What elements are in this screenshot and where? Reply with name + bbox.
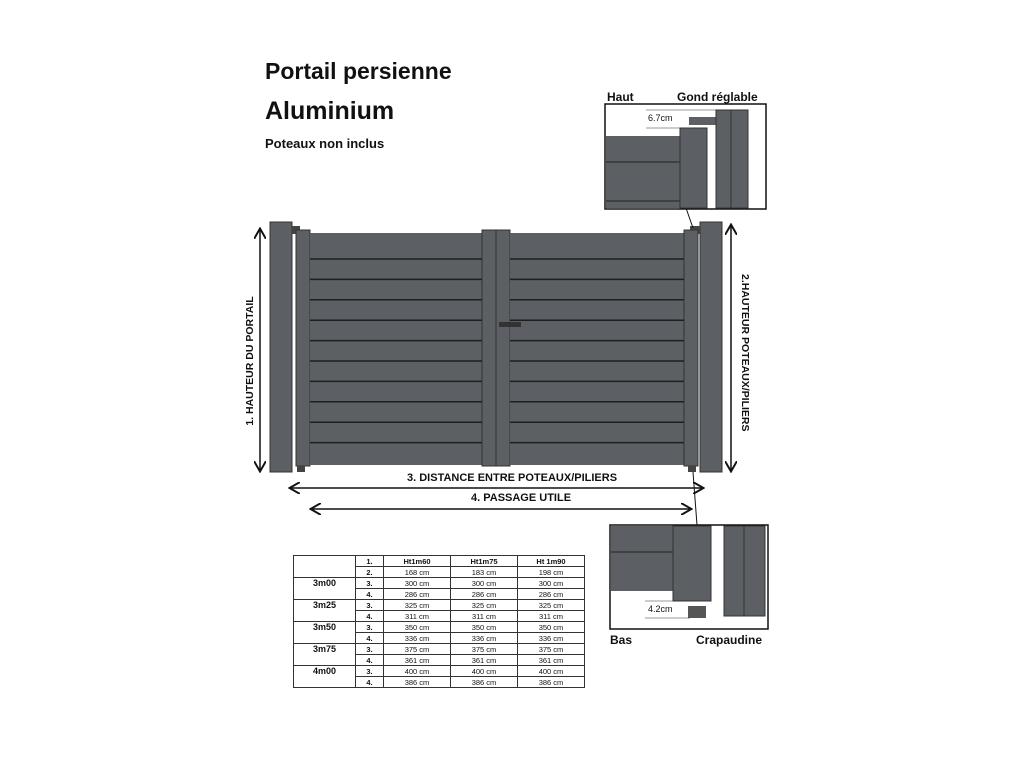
table-cell xyxy=(294,611,356,622)
table-cell: 325 cm xyxy=(518,600,585,611)
table-row xyxy=(294,578,585,589)
table-cell: 4. xyxy=(356,655,384,666)
dimensions-table xyxy=(293,555,585,688)
table-cell: 386 cm xyxy=(518,677,585,688)
title: Portail persienne xyxy=(265,58,452,84)
table-cell: 311 cm xyxy=(451,611,518,622)
table-cell: 361 cm xyxy=(384,655,451,666)
title-material: Aluminium xyxy=(265,97,395,125)
table-cell: 350 cm xyxy=(451,622,518,633)
table-row xyxy=(294,655,585,666)
table-cell: 3. xyxy=(356,600,384,611)
table-cell: 4. xyxy=(356,633,384,644)
inset-top xyxy=(605,104,766,209)
table-cell: 168 cm xyxy=(384,567,451,578)
table-row xyxy=(294,611,585,622)
table-cell: 336 cm xyxy=(451,633,518,644)
gate-leaves xyxy=(296,230,698,472)
inset-top-measure: 6.7cm xyxy=(648,113,673,123)
table-cell: 386 cm xyxy=(451,677,518,688)
table-row xyxy=(294,589,585,600)
table-row xyxy=(294,677,585,688)
table-cell: 300 cm xyxy=(451,578,518,589)
table-cell: 3. xyxy=(356,666,384,677)
inset-bottom xyxy=(610,525,768,629)
table-row xyxy=(294,633,585,644)
table-cell: 3. xyxy=(356,578,384,589)
table-cell: 198 cm xyxy=(518,567,585,578)
table-cell: 3. xyxy=(356,644,384,655)
table-cell: 400 cm xyxy=(518,666,585,677)
table-cell: 286 cm xyxy=(384,589,451,600)
table-cell: 300 cm xyxy=(518,578,585,589)
table-cell: 286 cm xyxy=(451,589,518,600)
table-cell: 3m75 xyxy=(294,644,356,655)
table-row xyxy=(294,600,585,611)
table-cell xyxy=(294,589,356,600)
table-cell: 311 cm xyxy=(518,611,585,622)
table-cell: 386 cm xyxy=(384,677,451,688)
height-posts-label: 2.HAUTEUR POTEAUX/PILIERS xyxy=(739,274,751,432)
table-cell: 311 cm xyxy=(384,611,451,622)
subtitle: Poteaux non inclus xyxy=(265,136,385,151)
table-cell xyxy=(294,655,356,666)
table-row xyxy=(294,666,585,677)
table-cell: 361 cm xyxy=(518,655,585,666)
table-cell: 350 cm xyxy=(384,622,451,633)
table-cell: 300 cm xyxy=(384,578,451,589)
table-cell: 336 cm xyxy=(384,633,451,644)
table-cell: 375 cm xyxy=(451,644,518,655)
distance-label: 3. DISTANCE ENTRE POTEAUX/PILIERS xyxy=(407,472,618,484)
table-cell: 3m50 xyxy=(294,622,356,633)
table-cell: 3m00 xyxy=(294,578,356,589)
table-cell: 350 cm xyxy=(518,622,585,633)
table-cell: 361 cm xyxy=(451,655,518,666)
table-cell: 325 cm xyxy=(451,600,518,611)
table-cell: 336 cm xyxy=(518,633,585,644)
table-cell xyxy=(294,633,356,644)
table-cell: 4. xyxy=(356,589,384,600)
table-row xyxy=(294,644,585,655)
inset-bottom-right-label: Crapaudine xyxy=(696,633,763,647)
table-header: 1. Ht1m60 Ht1m75 Ht 1m90 xyxy=(294,556,585,567)
table-cell: 2. xyxy=(356,567,384,578)
table-cell: 4. xyxy=(356,677,384,688)
table-cell: 183 cm xyxy=(451,567,518,578)
table-cell: 375 cm xyxy=(384,644,451,655)
table-cell: 400 cm xyxy=(451,666,518,677)
table-row xyxy=(294,622,585,633)
table-row xyxy=(294,567,585,578)
inset-bottom-left-label: Bas xyxy=(610,633,633,647)
passage-label: 4. PASSAGE UTILE xyxy=(471,492,572,504)
table-cell xyxy=(294,677,356,688)
table-cell: 4m00 xyxy=(294,666,356,677)
table-cell: 3. xyxy=(356,622,384,633)
table-cell: 400 cm xyxy=(384,666,451,677)
table-cell: 4. xyxy=(356,611,384,622)
table-cell: 3m25 xyxy=(294,600,356,611)
table-cell xyxy=(294,567,356,578)
table-cell: 325 cm xyxy=(384,600,451,611)
table-cell: 375 cm xyxy=(518,644,585,655)
inset-top-left-label: Haut xyxy=(607,90,634,104)
inset-bottom-measure: 4.2cm xyxy=(648,604,673,614)
height-gate-label: 1. HAUTEUR DU PORTAIL xyxy=(244,296,256,426)
inset-top-right-label: Gond réglable xyxy=(677,90,758,104)
table-cell: 286 cm xyxy=(518,589,585,600)
